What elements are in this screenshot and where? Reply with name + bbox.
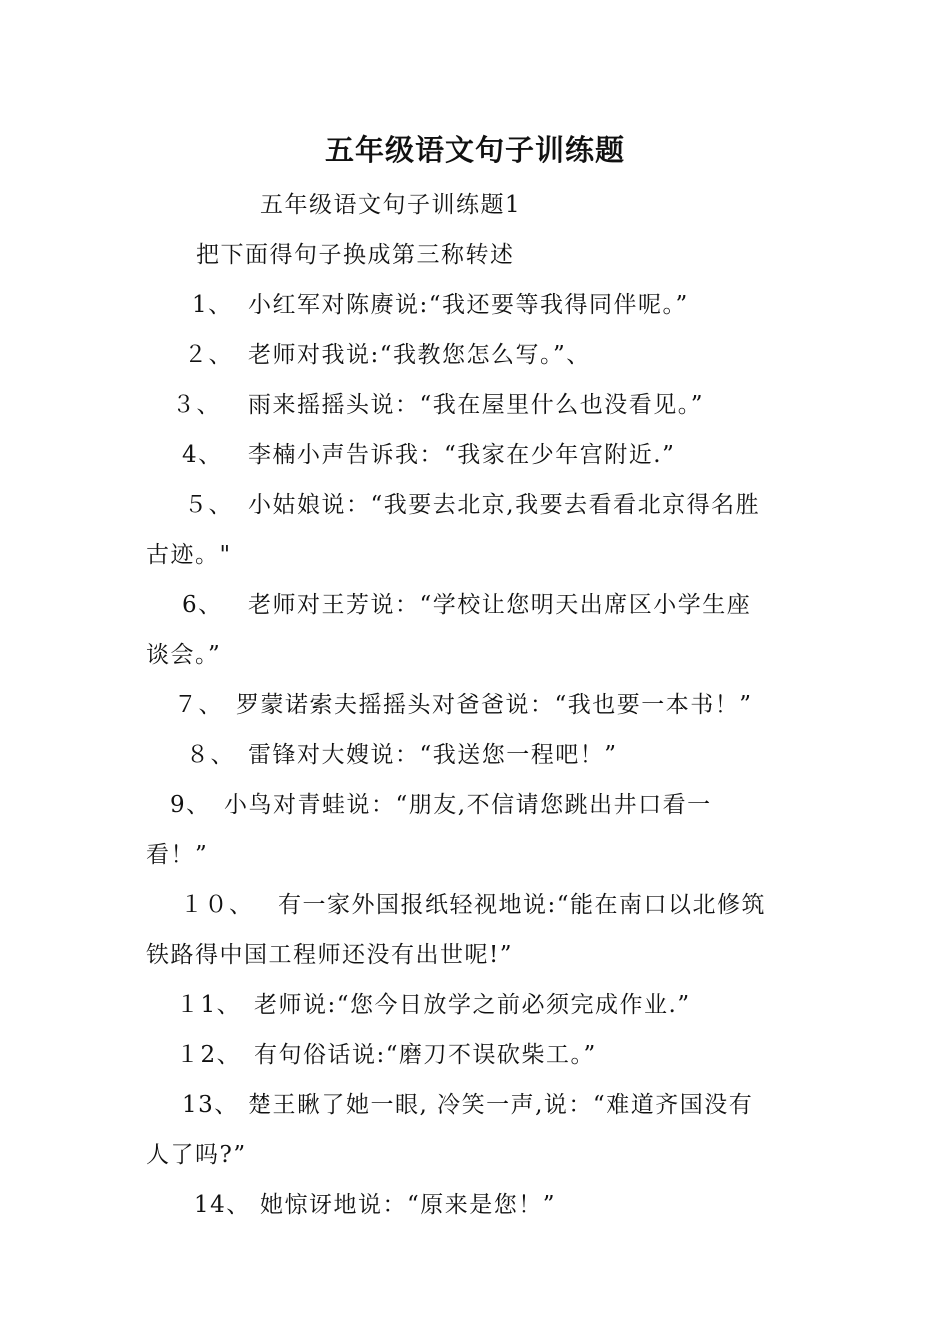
- item-text: 小鸟对青蛙说：“朋友,不信请您跳出井口看一: [224, 792, 712, 818]
- item-text: 李楠小声告诉我：“我家在少年宫附近.”: [248, 442, 676, 468]
- list-item: [170, 786, 712, 819]
- item-text: 小红军对陈赓说:“我还要等我得同伴呢。”: [248, 292, 689, 318]
- item-continuation: 人了吗?”: [146, 1142, 247, 1168]
- item-text: 雨来摇摇头说：“我在屋里什么也没看见。”: [248, 392, 705, 418]
- list-item: [182, 586, 751, 619]
- item-number: 6、: [182, 592, 223, 618]
- item-text: 小姑娘说：“我要去北京,我要去看看北京得名胜: [248, 492, 761, 518]
- list-item: [176, 1036, 597, 1069]
- item-number: 13、: [182, 1092, 239, 1118]
- item-number: ３、: [172, 392, 221, 418]
- list-item: [182, 1086, 753, 1119]
- item-number: １2、: [176, 1042, 242, 1068]
- document-title: 五年级语文句子训练题: [324, 133, 625, 167]
- item-number: ２、: [184, 342, 233, 368]
- item-number: 9、: [170, 792, 211, 818]
- instruction: 把下面得句子换成第三称转述: [196, 242, 515, 268]
- item-text: 她惊讶地说：“原来是您！”: [260, 1192, 557, 1218]
- item-continuation: 古迹。": [146, 542, 232, 568]
- list-item: [186, 736, 618, 769]
- item-text: 老师说:“您今日放学之前必须完成作业.”: [254, 992, 691, 1018]
- item-continuation: 谈会。”: [146, 642, 222, 668]
- item-text: 罗蒙诺索夫摇摇头对爸爸说：“我也要一本书！”: [236, 692, 753, 718]
- list-item: [184, 486, 760, 519]
- list-item: [176, 986, 691, 1019]
- item-text: 楚王瞅了她一眼, 冷笑一声,说：“难道齐国没有: [248, 1092, 754, 1118]
- item-text: 有一家外国报纸轻视地说:“能在南口以北修筑: [278, 892, 767, 918]
- item-number: ８、: [186, 742, 235, 768]
- list-item: [184, 336, 591, 369]
- item-continuation: 铁路得中国工程师还没有出世呢!”: [146, 942, 514, 968]
- subtitle: 五年级语文句子训练题1: [260, 192, 522, 218]
- item-text: 老师对王芳说：“学校让您明天出席区小学生座: [248, 592, 752, 618]
- list-item: [194, 1186, 556, 1219]
- item-number: 14、: [194, 1192, 251, 1218]
- item-number: 1、: [192, 292, 233, 318]
- item-continuation: 看！”: [146, 842, 209, 868]
- item-number: 4、: [182, 442, 223, 468]
- list-item: [172, 386, 704, 419]
- list-item: [180, 886, 766, 919]
- item-text: 有句俗话说:“磨刀不误砍柴工。”: [254, 1042, 597, 1068]
- item-text: 雷锋对大嫂说：“我送您一程吧！”: [248, 742, 618, 768]
- list-item: [192, 286, 689, 319]
- list-item: [182, 436, 675, 469]
- item-number: １０、: [180, 892, 254, 918]
- item-number: １1、: [176, 992, 242, 1018]
- list-item: [174, 686, 753, 719]
- item-number: ７、: [174, 692, 223, 718]
- item-text: 老师对我说:“我教您怎么写。”、: [248, 342, 591, 368]
- item-number: ５、: [184, 492, 233, 518]
